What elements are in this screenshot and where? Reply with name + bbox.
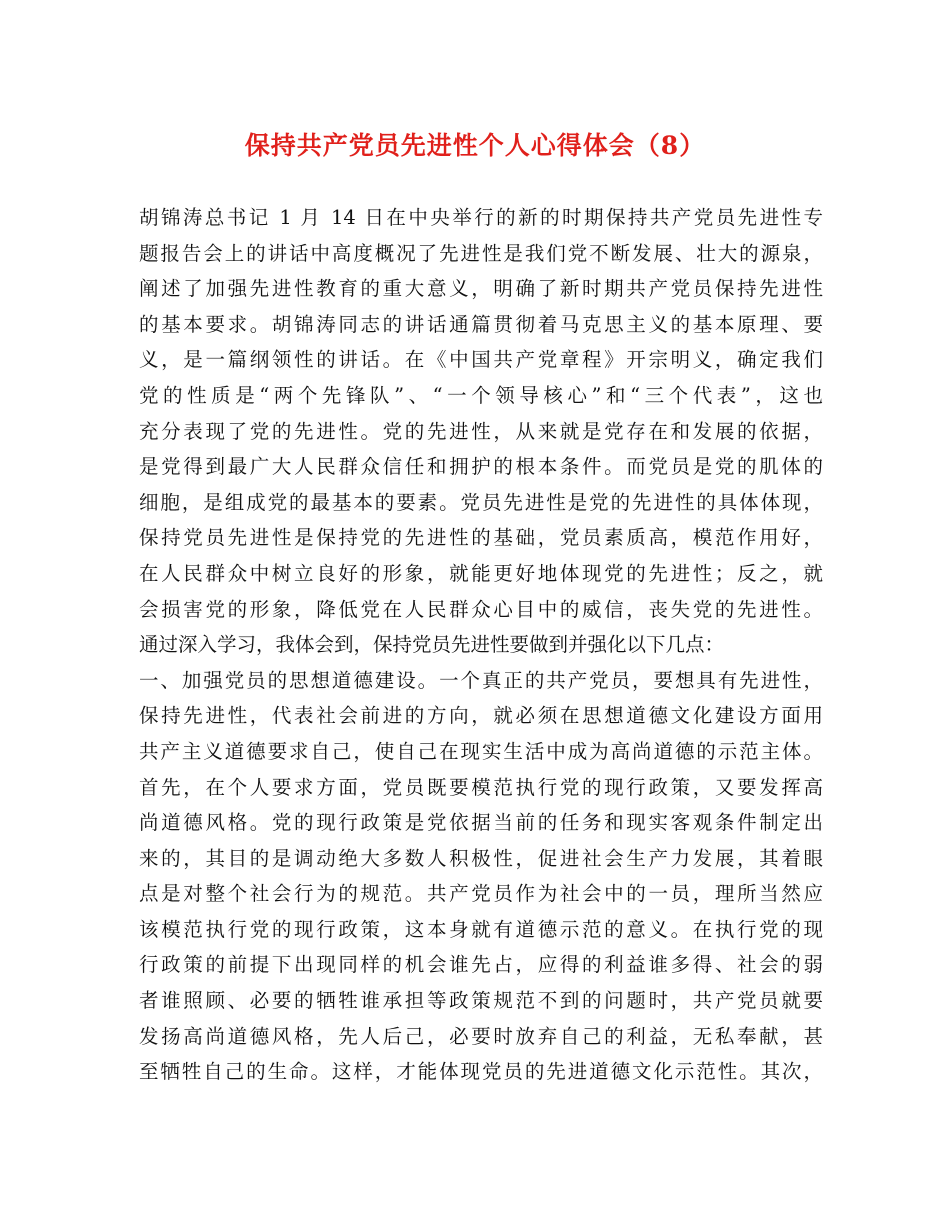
body-line: 保持党员先进性是保持党的先进性的基础，党员素质高，模范作用好， — [139, 526, 823, 550]
body-line: 保持先进性，代表社会前进的方向，就必须在思想道德文化建设方面用 — [139, 704, 823, 728]
body-line: 来的，其目的是调动绝大多数人积极性，促进社会生产力发展，其着眼 — [139, 846, 823, 870]
body-line: 党的性质是“两个先锋队”、“一个领导核心”和“三个代表”，这也 — [139, 383, 823, 407]
body-line: 共产主义道德要求自己，使自己在现实生活中成为高尚道德的示范主体。 — [139, 739, 823, 763]
body-line: 行政策的前提下出现同样的机会谁先占，应得的利益谁多得、社会的弱 — [139, 953, 823, 977]
body-line: 的基本要求。胡锦涛同志的讲话通篇贯彻着马克思主义的基本原理、要 — [139, 312, 823, 336]
body-line: 是党得到最广大人民群众信任和拥护的根本条件。而党员是党的肌体的 — [139, 455, 823, 479]
body-line: 会损害党的形象，降低党在人民群众心目中的威信，丧失党的先进性。 — [139, 597, 823, 621]
body-line: 题报告会上的讲话中高度概况了先进性是我们党不断发展、壮大的源泉， — [139, 241, 823, 265]
body-line: 充分表现了党的先进性。党的先进性，从来就是党存在和发展的依据， — [139, 419, 823, 443]
body-line: 点是对整个社会行为的规范。共产党员作为社会中的一员，理所当然应 — [139, 882, 823, 906]
body-line: 尚道德风格。党的现行政策是党依据当前的任务和现实客观条件制定出 — [139, 811, 823, 835]
body-line: 至牺牲自己的生命。这样，才能体现党员的先进道德文化示范性。其次， — [139, 1060, 823, 1084]
body-line: 一、加强党员的思想道德建设。一个真正的共产党员，要想具有先进性， — [139, 668, 823, 692]
document-title: 保持共产党员先进性个人心得体会（8） — [244, 131, 706, 160]
document-body — [139, 200, 823, 1090]
body-line: 发扬高尚道德风格，先人后己，必要时放弃自己的利益，无私奉献，甚 — [139, 1024, 823, 1048]
body-line: 在人民群众中树立良好的形象，就能更好地体现党的先进性；反之，就 — [139, 561, 823, 585]
body-line: 胡锦涛总书记 1 月 14 日在中央举行的新的时期保持共产党员先进性专 — [139, 206, 823, 229]
body-line: 该模范执行党的现行政策，这本身就有道德示范的意义。在执行党的现 — [139, 917, 823, 941]
body-line: 通过深入学习，我体会到，保持党员先进性要做到并强化以下几点： — [139, 633, 725, 657]
body-line: 义，是一篇纲领性的讲话。在《中国共产党章程》开宗明义，确定我们 — [139, 348, 823, 372]
body-line: 首先，在个人要求方面，党员既要模范执行党的现行政策，又要发挥高 — [139, 775, 823, 799]
body-line: 者谁照顾、必要的牺牲谁承担等政策规范不到的问题时，共产党员就要 — [139, 989, 823, 1013]
body-line: 阐述了加强先进性教育的重大意义，明确了新时期共产党员保持先进性 — [139, 277, 823, 301]
body-line: 细胞，是组成党的最基本的要素。党员先进性是党的先进性的具体体现， — [139, 490, 823, 514]
